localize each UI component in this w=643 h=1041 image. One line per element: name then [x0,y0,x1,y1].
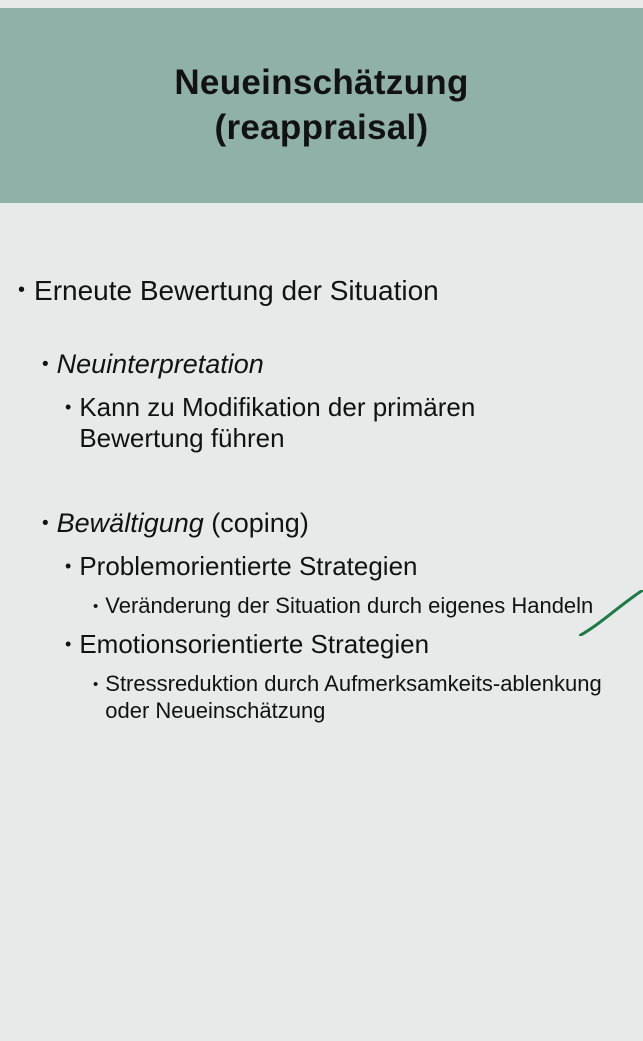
bullet-dot-icon: • [42,513,49,535]
bullet-dot-icon: • [65,396,72,417]
bullet-text: Veränderung der Situation durch eigenes Handeln [105,592,594,618]
bullet-level2-neuinterpretation [42,348,643,382]
slide-body [0,203,643,1041]
bullet-text-plain: (coping) [203,508,309,539]
bullet-dot-icon: • [65,555,72,576]
bullet-level1-erneute-bewertung [18,273,643,308]
slide-title-line-1: Neueinschätzung [174,62,469,102]
bullet-dot-icon: • [18,279,26,301]
bullet-level4-veraenderung [93,593,643,620]
bullet-text: Kann zu Modifikation der primären Bewertung führen [79,391,476,454]
bullet-dot-icon: • [65,634,72,655]
bullet-text: Neuinterpretation [56,349,264,379]
bullet-level4-stressreduktion [93,671,643,725]
bullet-text: Erneute Bewertung der Situation [34,275,439,306]
bullet-level3-emotionsorientierte [65,629,643,661]
bullet-text: Problemorientierte Strategien [79,550,418,581]
bullet-text: Emotionsorientierte Strategien [79,629,430,660]
bullet-dot-icon: • [42,354,49,375]
bullet-level3-problemorientierte [65,551,643,583]
bullet-text-group [57,507,309,541]
bullet-dot-icon: • [93,597,99,615]
bullet-text-italic: Bewältigung [56,508,204,539]
slide-header [0,8,643,203]
bullet-text: Stressreduktion durch Aufmerksamkeits-ablenkung oder Neueinschätzung [105,671,602,724]
bullet-level2-bewaeltigung [42,507,643,541]
bullet-level3-kann-zu-modifikation [65,392,643,455]
slide-title-line-2: (reappraisal) [214,107,429,147]
bullet-dot-icon: • [93,676,99,694]
